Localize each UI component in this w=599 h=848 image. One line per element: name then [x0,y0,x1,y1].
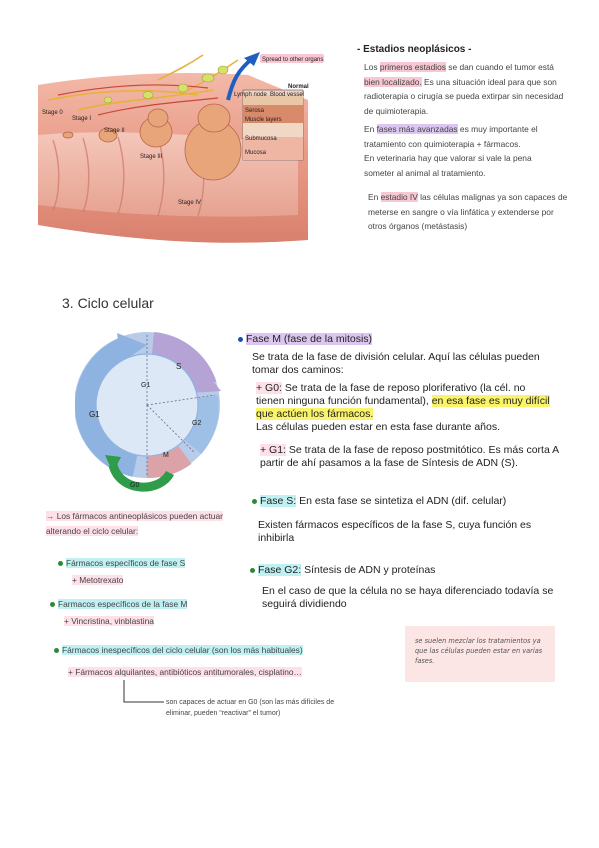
drugs-m-item [64,614,154,629]
stage0-label: Stage 0 [42,110,63,116]
spread-label: Spread to other organs [262,57,324,63]
m-label: M [163,452,169,459]
phase-m-label: Fase M (fase de la mitosis) [246,333,373,345]
submucosa-label: Submucosa [245,136,277,142]
drugs-nonspecific-item-text: + Fármacos alquilantes, antibióticos antitumorales, cisplatino… [68,667,302,677]
p1-highlight-1: primeros estadios [379,62,446,72]
bracket-connector [120,680,170,706]
p2-highlight: fases más avanzadas [376,124,458,134]
sticky-note [405,626,555,682]
stages-heading: - Estadios neoplásicos - [357,44,472,55]
stages-text [364,60,564,180]
drugs-m-item-text: + Vincristina, vinblastina [64,616,154,626]
drugs-s [58,556,185,571]
drugs-s-item-text: + Metotrexato [72,575,124,585]
colon-stages-figure [38,40,338,255]
g1-text: Se trata de la fase de reposo postmitótico. Es más corta A partir de ahí pasamos a la fase de Síntesis de ADN (S). [260,444,559,469]
phase-g2-label: Fase G2: [258,564,302,576]
drugs-intro-text: → Los fármacos antineoplásicos pueden actuar alterando el ciclo celular: [46,511,223,536]
p4-b: las células malignas ya son capaces de meterse en sangre o vía linfática y extenderse por otros órganos (metástasis) [368,192,568,231]
g1-inner-label: G1 [141,382,151,389]
stages-p2 [364,122,564,151]
bullet-icon [50,602,55,607]
mucosa-label: Mucosa [245,150,267,156]
stage1-label: Stage I [72,116,92,122]
phase-g2-rest: Síntesis de ADN y proteínas [301,564,436,576]
drugs-m [50,597,187,612]
g0-plus: + G0: [256,382,282,394]
stage3-label: Stage III [140,154,163,160]
g1-outer-label: G1 [89,410,100,419]
stage2-label: Stage II [104,128,125,134]
g0-block [256,382,556,434]
normal-label: Normal [288,84,309,90]
submucosa-layer [243,123,303,137]
drugs-intro [46,509,246,538]
g0-text-b: Las células pueden estar en esta fase durante años. [256,421,501,433]
p2-b: es muy importante el tratamiento con quimioterapia + fármacos. [364,124,538,149]
serosa-label: Serosa [245,108,265,114]
p1-c: Es una situación ideal para que son radioterapia o cirugía se pueda extirpar sin necesidad de quimioterapia. [364,76,564,116]
g1-block [260,444,560,470]
phase-m-title [238,333,372,346]
p4-highlight: estadio IV [380,192,418,202]
bullet-icon [238,337,243,342]
muscle-label: Muscle layers [245,117,282,123]
p2-a: En [364,124,377,134]
g1-plus: + G1: [260,444,286,456]
phase-s-rest: En esta fase se sintetiza el ADN (dif. celular) [296,495,507,507]
stages-p3: En veterinaria hay que valorar si vale la pena someter al animal al tratamiento. [364,153,532,178]
g0-label: G0 [130,482,140,489]
p4-a: En [368,192,381,202]
g0-drug-note: son capaces de actuar en G0 (son las más difíciles de eliminar, pueden “reactivar” el tumor) [166,699,335,717]
drugs-nonspecific-item [68,665,302,680]
stage4-label: Stage IV [178,200,202,206]
p1-b: se dan cuando el tumor está [445,62,554,72]
lymph-label: Lymph node [234,92,267,98]
phase-s-label: Fase S: [260,495,297,507]
colon-illustration [38,40,338,255]
drugs-s-item [72,573,123,588]
drugs-s-label: Fármacos específicos de fase S [66,558,186,568]
phase-s-desc: Existen fármacos específicos de la fase S, cuya función es inhibirla [258,519,532,544]
phase-s-title [252,495,506,508]
sticky-note-text: se suelen mezclar los tratamientos ya que las células pueden estar en varias fases. [415,637,543,665]
bullet-icon [250,568,255,573]
p1-highlight-2: bien localizado. [364,76,422,87]
p1-a: Los [364,62,380,72]
bullet-icon [58,561,63,566]
s-label: S [176,362,182,371]
bullet-icon [252,499,257,504]
drugs-m-label: Farmacos específicos de la fase M [58,599,188,609]
stages-p4 [368,190,568,234]
g2-label: G2 [192,420,202,427]
cell-cycle-svg [75,325,225,495]
blood-label: Blood vessel [270,92,305,98]
phase-g2-title [250,564,435,577]
g0-text-a: Se trata de la fase de reposo ploriferativo (la cél. no tienen ninguna función fundamental), [256,382,526,407]
drugs-nonspecific [54,643,303,658]
g0-highlight: en esa fase es muy difícil que actúen los fármacos. [256,395,550,420]
stages-p1 [364,60,564,118]
cell-cycle-diagram [75,325,225,495]
section-title: 3. Ciclo celular [62,295,154,311]
phase-g2-desc: En el caso de que la célula no se haya diferenciado todavía se seguirá dividiendo [262,585,554,610]
phase-m-desc: Se trata de la fase de división celular. Aquí las células pueden tomar dos caminos: [252,351,540,376]
bullet-icon [54,648,59,653]
drugs-nonspecific-label: Fármacos inespecíficos del ciclo celular (son los más habituales) [62,645,303,655]
